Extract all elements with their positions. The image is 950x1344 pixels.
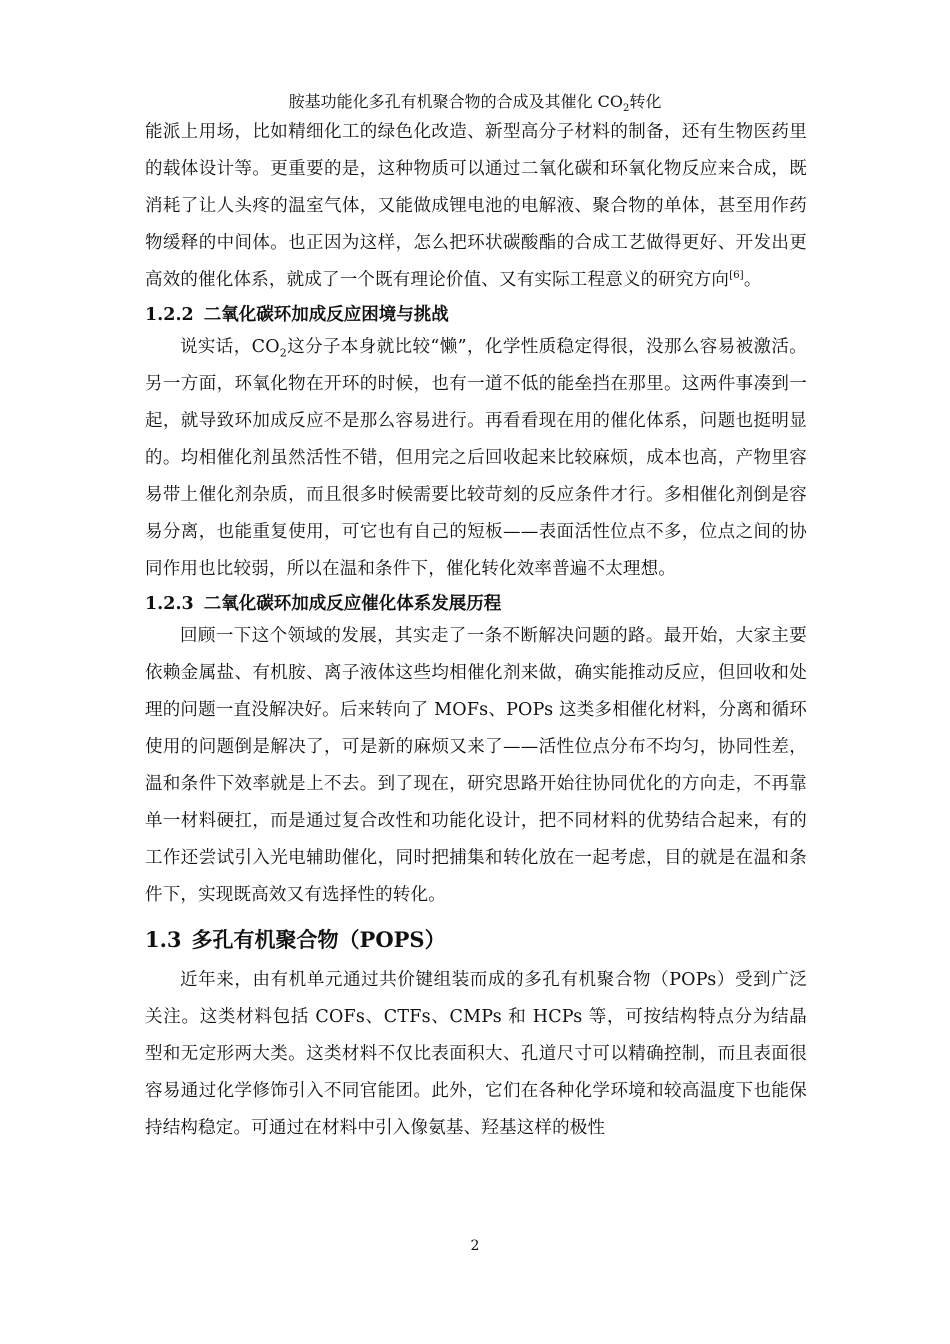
header-title-subscript: 2 bbox=[623, 103, 630, 115]
section-title: 二氧化碳环加成反应催化体系发展历程 bbox=[203, 594, 502, 614]
section-title: 多孔有机聚合物（POPS） bbox=[191, 927, 446, 952]
paragraph-challenges bbox=[145, 329, 807, 588]
page-number: 2 bbox=[470, 1238, 480, 1254]
paragraph-text: 近年来，由有机单元通过共价键组装而成的多孔有机聚合物（POPs）受到广泛关注。这类材料包括 COFs、CTFs、CMPs 和 HCPs 等，可按结构特点分为结晶型和无定形两大类。这类材料不仅比表面积大、孔道尺寸可以精确控制，而且表面很容易通过化学修饰引入不同官能团。此外，它们在各种化学环境和较高温度下也能保持结构稳定。可通过在材料中引入像氨基、羟基这样的极性 bbox=[145, 970, 807, 1138]
paragraph-text: 回顾一下这个领域的发展，其实走了一条不断解决问题的路。最开始，大家主要依赖金属盐、有机胺、离子液体这些均相催化剂来做，确实能推动反应，但回收和处理的问题一直没解决好。后来转向了 MOFs、POPs 这类多相催化材料，分离和循环使用的问题倒是解决了，可是新的麻烦又来了——活性位点分布不均匀，协同性差，温和条件下效率就是上不去。到了现在，研究思路开始往协同优化的方向走，不再靠单一材料硬扛，而是通过复合改性和功能化设计，把不同材料的优势结合起来，有的工作还尝试引入光电辅助催化，同时把捕集和转化放在一起考虑，目的就是在温和条件下，实现既高效又有选择性的转化。 bbox=[145, 626, 807, 905]
citation-6: [6] bbox=[729, 270, 744, 282]
section-heading-1-3 bbox=[145, 914, 807, 962]
paragraph-pops-intro bbox=[145, 962, 807, 1147]
paragraph-text: 能派上用场，比如精细化工的绿色化改造、新型高分子材料的制备，还有生物医药里的载体设计等。更重要的是，这种物质可以通过二氧化碳和环氧化物反应来合成，既消耗了让人头疼的温室气体，又能做成锂电池的电解液、聚合物的单体，甚至用作药物缓释的中间体。也正因为这样，怎么把环状碳酸酯的合成工艺做得更好、开发出更高效的催化体系，就成了一个既有理论价值、又有实际工程意义的研究方向 bbox=[145, 122, 807, 290]
section-number: 1.3 bbox=[145, 927, 182, 952]
body-content bbox=[145, 114, 807, 1147]
section-number: 1.2.2 bbox=[145, 305, 194, 325]
section-number: 1.2.3 bbox=[145, 594, 194, 614]
paragraph-cyclic-carbonate-applications bbox=[145, 114, 807, 299]
section-heading-1-2-3 bbox=[145, 588, 807, 618]
paragraph-text-post: 这分子本身就比较“懒”，化学性质稳定得很，没那么容易被激活。另一方面，环氧化物在开环的时候，也有一道不低的能垒挡在那里。这两件事凑到一起，就导致环加成反应不是那么容易进行。再看看现在用的催化体系，问题也挺明显的。均相催化剂虽然活性不错，但用完之后回收起来比较麻烦，成本也高，产物里容易带上催化剂杂质，而且很多时候需要比较苛刻的反应条件才行。多相催化剂倒是容易分离，也能重复使用，可它也有自己的短板——表面活性位点不多，位点之间的协同作用也比较弱，所以在温和条件下，催化转化效率普遍不太理想。 bbox=[145, 337, 807, 579]
co2-subscript: 2 bbox=[279, 346, 287, 360]
paragraph-end: 。 bbox=[743, 270, 762, 290]
section-title: 二氧化碳环加成反应困境与挑战 bbox=[203, 305, 449, 325]
paragraph-development-history bbox=[145, 618, 807, 914]
paragraph-text-pre: 说实话，CO bbox=[180, 337, 280, 357]
section-heading-1-2-2 bbox=[145, 299, 807, 329]
header-title-pre: 胺基功能化多孔有机聚合物的合成及其催化 CO bbox=[288, 92, 624, 111]
header-title-post: 转化 bbox=[629, 92, 662, 111]
